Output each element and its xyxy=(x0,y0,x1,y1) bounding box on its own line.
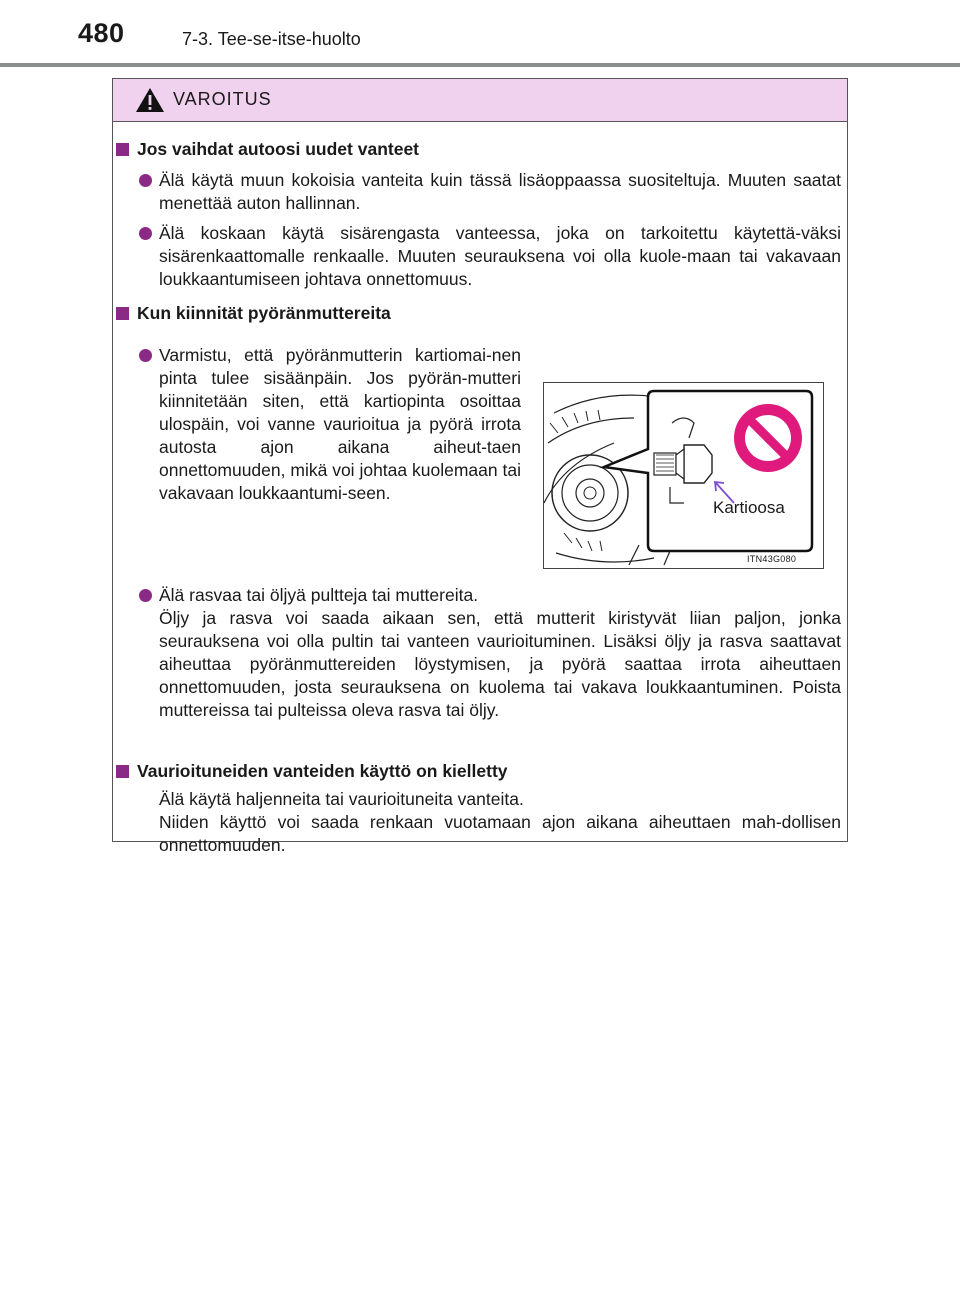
warning-box xyxy=(112,78,848,855)
square-bullet-icon xyxy=(116,143,129,156)
square-bullet-icon xyxy=(116,307,129,320)
wheel-nut-figure xyxy=(543,382,824,569)
list-item xyxy=(139,584,841,607)
paragraph-damaged-rims-2: Niiden käyttö voi saada renkaan vuotamaan ajon aikana aiheuttaen mah-dollisen onnettomuuden. xyxy=(159,812,841,855)
section-heading-damaged-rims xyxy=(116,761,508,782)
paragraph-oil-grease: Öljy ja rasva voi saada aikaan sen, että mutterit kiristyvät liian paljon, jonka seurauksena voi olla pultin tai vanteen vaurioituminen. Lisäksi öljy ja rasva saattavat aiheuttaa pyöränmuttereiden löystymisen, ja pyörä saattaa irrota aiheuttaen onnettomuuden, josta seurauksena on kuolema tai vakava loukkaantuminen. Poista muttereissa tai pulteissa oleva rasva tai öljy. xyxy=(159,608,841,720)
bullet-dot-icon xyxy=(139,227,152,240)
bullet-dot-icon xyxy=(139,589,152,602)
prohibition-icon xyxy=(734,404,802,472)
bullet-dot-icon xyxy=(139,174,152,187)
list-item-text: Älä käytä muun kokoisia vanteita kuin tässä lisäoppaassa suositeltuja. Muuten saatat menettää auton hallinnan. xyxy=(159,170,841,213)
section-heading-text: Kun kiinnität pyöränmuttereita xyxy=(137,303,391,323)
section-heading-new-rims xyxy=(116,139,419,160)
list-item xyxy=(139,222,841,291)
section-heading-text: Vaurioituneiden vanteiden käyttö on kielletty xyxy=(137,761,508,781)
warning-triangle-icon xyxy=(135,87,165,113)
list-item-text: Älä koskaan käytä sisärengasta vanteessa, joka on tarkoitettu käytettä-väksi sisärenkaattomalle renkaalle. Muuten seurauksena voi olla kuole-maan tai vakavaan loukkaantumiseen johtava onnettomuus. xyxy=(159,223,841,289)
warning-header xyxy=(113,79,847,122)
page-number: 480 xyxy=(78,18,125,48)
list-item xyxy=(139,169,841,215)
section-heading-text: Jos vaihdat autoosi uudet vanteet xyxy=(137,139,419,159)
list-item xyxy=(139,344,521,505)
paragraph-damaged-rims-1: Älä käytä haljenneita tai vaurioituneita vanteita. xyxy=(159,789,524,809)
header-divider xyxy=(0,63,960,67)
list-item-text: Varmistu, että pyöränmutterin kartiomai-nen pinta tulee sisäänpäin. Jos pyörän-mutteri kiinnitetään siten, että kartiopinta osoittaa ulospäin, voi vanne vaurioitua ja pyörä irrota autosta ajon aikana aiheut-taen onnettomuuden, mikä voi johtaa kuolemaan tai vakavaan loukkaantumi-seen. xyxy=(159,345,521,503)
wheel-nut-illustration xyxy=(544,383,824,569)
section-heading-wheel-nuts xyxy=(116,303,391,324)
warning-title: VAROITUS xyxy=(173,89,272,109)
figure-code: ITN43G080 xyxy=(747,554,797,564)
list-item-text: Älä rasvaa tai öljyä pultteja tai muttereita. xyxy=(159,585,479,605)
page-header xyxy=(0,0,960,70)
square-bullet-icon xyxy=(116,765,129,778)
bullet-dot-icon xyxy=(139,349,152,362)
figure-label-cone: Kartioosa xyxy=(713,498,785,517)
section-title: 7-3. Tee-se-itse-huolto xyxy=(182,29,361,49)
